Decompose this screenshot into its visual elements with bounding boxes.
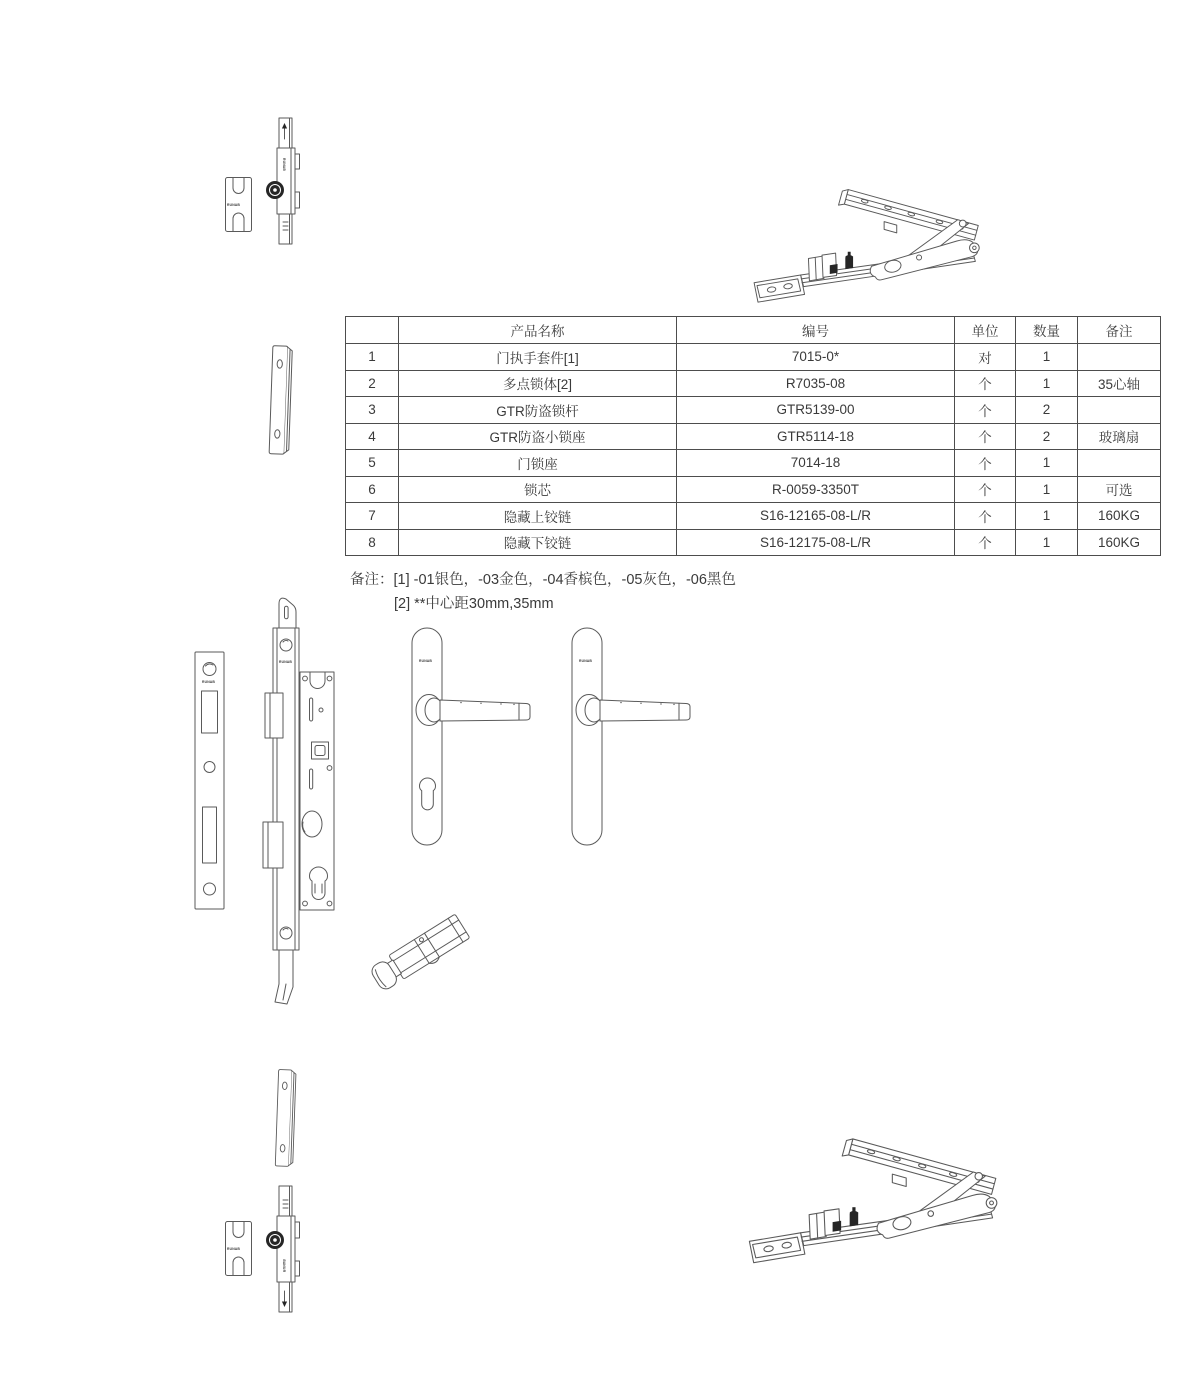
cell-code: R-0059-3350T (677, 476, 955, 503)
cell-qty: 2 (1016, 423, 1078, 450)
lock-bar-drawing-top (266, 116, 306, 246)
cell-index: 5 (346, 450, 399, 477)
lock-cylinder-drawing (363, 905, 481, 1005)
cell-product-name: 多点锁体[2] (399, 370, 677, 397)
cell-product-name: 门锁座 (399, 450, 677, 477)
header-unit: 单位 (955, 317, 1016, 344)
cell-remark: 160KG (1078, 529, 1161, 556)
brand-mark-text: RUNAB (279, 660, 292, 664)
cell-remark: 可选 (1078, 476, 1161, 503)
cell-code: R7035-08 (677, 370, 955, 397)
cell-code: GTR5114-18 (677, 423, 955, 450)
keeper-plate-drawing-bottom (268, 1068, 302, 1168)
cell-qty: 1 (1016, 476, 1078, 503)
lock-case-plate (300, 672, 334, 910)
header-remark: 备注 (1078, 317, 1161, 344)
cell-qty: 1 (1016, 450, 1078, 477)
header-index (346, 317, 399, 344)
keeper-bracket-drawing-top (224, 176, 254, 233)
cell-qty: 1 (1016, 370, 1078, 397)
cell-product-name: GTR防盗小锁座 (399, 423, 677, 450)
notes-label: 备注： (350, 572, 394, 588)
table-row (346, 476, 1161, 503)
cell-unit: 个 (955, 450, 1016, 477)
notes-line-1: [1] -01银色，-03金色，-04香槟色，-05灰色，-06黑色 (393, 572, 736, 588)
header-code: 编号 (677, 317, 955, 344)
multi-point-lock-body-drawing (255, 592, 347, 1020)
cell-remark (1078, 397, 1161, 424)
cell-index: 8 (346, 529, 399, 556)
cell-index: 2 (346, 370, 399, 397)
euro-cylinder-hole (310, 867, 328, 900)
cell-code: 7015-0* (677, 344, 955, 371)
notes-line-2: [2] **中心距30mm,35mm (394, 596, 554, 612)
latch-block-upper (265, 693, 283, 738)
lower-hinge-drawing (743, 1124, 1015, 1268)
header-product-name: 产品名称 (399, 317, 677, 344)
keyhole-cutout (420, 778, 436, 810)
cell-unit: 个 (955, 503, 1016, 530)
table-row (346, 450, 1161, 477)
cell-unit: 对 (955, 344, 1016, 371)
keeper-plate-drawing-top (263, 344, 297, 456)
lock-faceplate (263, 598, 299, 1004)
brand-mark-text: RUNAB (202, 680, 215, 684)
cell-remark: 35心轴 (1078, 370, 1161, 397)
cell-index: 3 (346, 397, 399, 424)
upper-hinge-drawing (748, 176, 996, 307)
cell-unit: 个 (955, 529, 1016, 556)
table-row (346, 344, 1161, 371)
cell-product-name: GTR防盗锁杆 (399, 397, 677, 424)
cell-qty: 1 (1016, 529, 1078, 556)
strike-plate-drawing (193, 650, 227, 912)
cell-index: 7 (346, 503, 399, 530)
cell-index: 1 (346, 344, 399, 371)
cell-product-name: 门执手套件[1] (399, 344, 677, 371)
table-header-row (346, 317, 1161, 344)
lock-bar-drawing-bottom (266, 1184, 306, 1314)
cell-code: S16-12165-08-L/R (677, 503, 955, 530)
cell-qty: 1 (1016, 503, 1078, 530)
cell-product-name: 隐藏上铰链 (399, 503, 677, 530)
table-row (346, 370, 1161, 397)
cell-remark: 160KG (1078, 503, 1161, 530)
cell-qty: 2 (1016, 397, 1078, 424)
cell-unit: 个 (955, 476, 1016, 503)
cell-remark (1078, 450, 1161, 477)
door-handle-drawing-plain (566, 625, 706, 850)
cell-product-name: 隐藏下铰链 (399, 529, 677, 556)
cell-remark (1078, 344, 1161, 371)
cell-unit: 个 (955, 370, 1016, 397)
cell-code: S16-12175-08-L/R (677, 529, 955, 556)
header-qty: 数量 (1016, 317, 1078, 344)
cell-index: 4 (346, 423, 399, 450)
cell-qty: 1 (1016, 344, 1078, 371)
cell-index: 6 (346, 476, 399, 503)
table-row (346, 423, 1161, 450)
parts-table (345, 316, 1161, 556)
door-handle-drawing-keyed (406, 625, 546, 850)
table-row (346, 397, 1161, 424)
table-row (346, 503, 1161, 530)
cell-code: 7014-18 (677, 450, 955, 477)
cell-product-name: 锁芯 (399, 476, 677, 503)
keeper-bracket-drawing-bottom (224, 1220, 254, 1277)
cell-code: GTR5139-00 (677, 397, 955, 424)
latch-block-lower (263, 822, 283, 868)
cell-unit: 个 (955, 423, 1016, 450)
cell-unit: 个 (955, 397, 1016, 424)
notes-block (350, 568, 736, 616)
top-hook-bolt (279, 598, 296, 628)
table-row (346, 529, 1161, 556)
cell-remark: 玻璃扇 (1078, 423, 1161, 450)
